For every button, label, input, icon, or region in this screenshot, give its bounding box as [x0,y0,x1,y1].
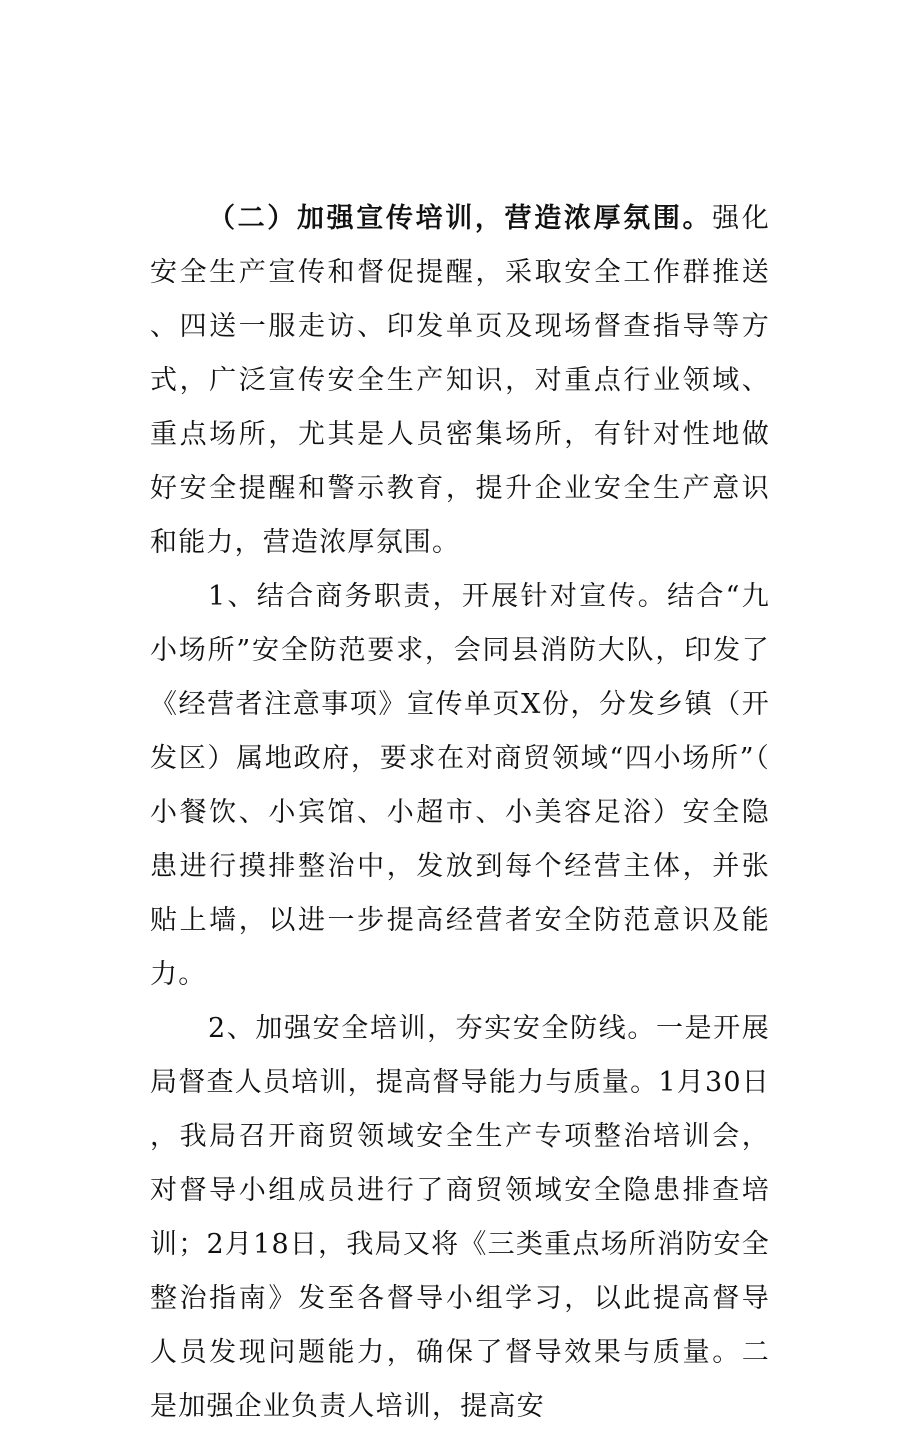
document-body [150,192,770,1434]
paragraph-text: 2、加强安全培训，夯实安全防线。一是开展局督查人员培训，提高督导能力与质量。1月30日，我局召开商贸领域安全生产专项整治培训会，对督导小组成员进行了商贸领域安全隐患排查培训；2月18日，我局又将《三类重点场所消防安全整治指南》发至各督导小组学习，以此提高督导人员发现问题能力，确保了督导效果与质量。二是加强企业负责人培训，提高安 [150,1013,770,1422]
paragraph-item-two [150,1002,770,1434]
paragraph-text: 强化安全生产宣传和督促提醒，采取安全工作群推送、四送一服走访、印发单页及现场督查指导等方式，广泛宣传安全生产知识，对重点行业领域、重点场所，尤其是人员密集场所，有针对性地做好安全提醒和警示教育，提升企业安全生产意识和能力，营造浓厚氛围。 [150,203,770,558]
section-heading: （二）加强宣传培训，营造浓厚氛围。 [208,203,713,234]
paragraph-text: 1、结合商务职责，开展针对宣传。结合“九小场所”安全防范要求，会同县消防大队，印发了《经营者注意事项》宣传单页X份，分发乡镇（开发区）属地政府，要求在对商贸领域“四小场所”（小餐饮、小宾馆、小超市、小美容足浴）安全隐患进行摸排整治中，发放到每个经营主体，并张贴上墙，以进一步提高经营者安全防范意识及能力。 [150,581,770,990]
paragraph-section-two [150,192,770,570]
paragraph-item-one [150,570,770,1002]
